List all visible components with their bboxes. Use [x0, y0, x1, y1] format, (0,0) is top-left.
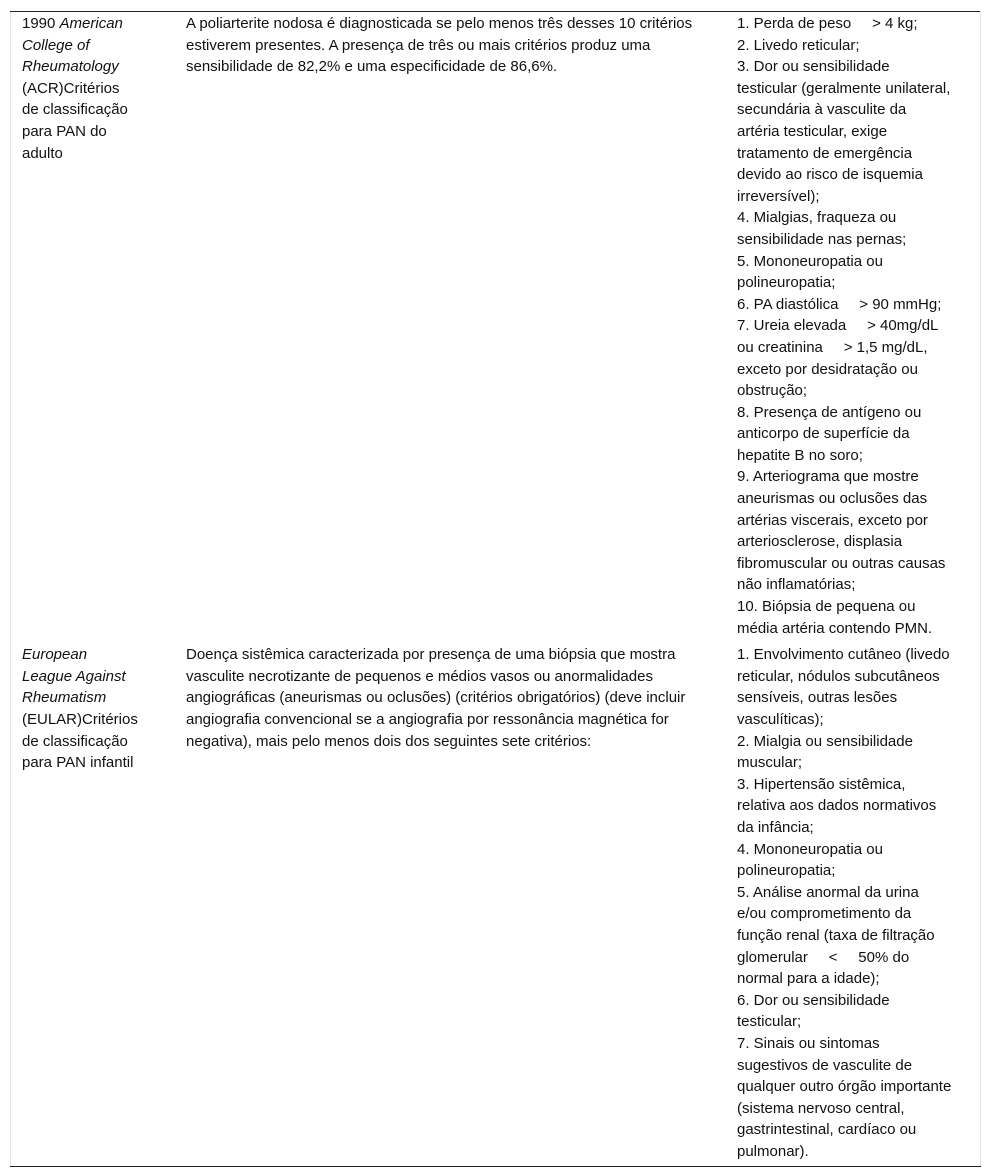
table-row-eular: [11, 643, 981, 1167]
criteria-desc: (ACR)Critérios de classificação para PAN do adulto: [22, 79, 128, 162]
list-item: 1. Envolvimento cutâneo (livedo reticular, nódulos subcutâneos sensíveis, outras lesões vasculíticas);: [737, 646, 950, 728]
list-item: 1. Perda de peso > 4 kg;: [737, 15, 918, 32]
criteria-desc: (EULAR)Critérios de classificação para PAN infantil: [22, 711, 138, 772]
list-item: 8. Presença de antígeno ou anticorpo de superfície da hepatite B no soro;: [737, 403, 922, 464]
list-item: 2. Mialgia ou sensibilidade muscular;: [737, 732, 913, 772]
list-item: 4. Mialgias, fraqueza ou sensibilidade nas pernas;: [737, 209, 907, 248]
criteria-table: [10, 11, 981, 1167]
list-item: 4. Mononeuropatia ou polineuropatia;: [737, 840, 883, 880]
list-item: 6. Dor ou sensibilidade testicular;: [737, 991, 890, 1031]
criteria-name-cell: [11, 643, 187, 1167]
list-item: 3. Hipertensão sistêmica, relativa aos dados normativos da infância;: [737, 775, 937, 836]
list-item: 2. Livedo reticular;: [737, 36, 860, 54]
criteria-list-cell: [737, 643, 981, 1167]
list-item: 5. Análise anormal da urina e/ou comprometimento da função renal (taxa de filtração glomerular < 50% do normal para a idade);: [737, 883, 935, 988]
list-item: 7. Ureia elevada > 40mg/dL ou creatinina > 1,5 mg/dL, exceto por desidratação ou obstrução;: [737, 317, 939, 400]
description-cell: A poliarterite nodosa é diagnosticada se pelo menos três desses 10 critérios estiverem presentes. A presença de três ou mais critérios produz uma sensibilidade de 82,2% e uma especificidade de 86,6%.: [186, 15, 693, 76]
list-item: 10. Biópsia de pequena ou média artéria contendo PMN.: [737, 598, 933, 637]
criteria-org: European League Against Rheumatism: [22, 646, 126, 707]
criteria-year: 1990: [22, 15, 60, 32]
list-item: 5. Mononeuropatia ou polineuropatia;: [737, 252, 883, 292]
description-cell: Doença sistêmica caracterizada por presença de uma biópsia que mostra vasculite necrotizante de pequenos e médios vasos ou anormalidades angiográficas (aneurismas ou oclusões) (critérios obrigatórios) (deve incluir angiografia convencional se a angiografia por ressonância magnética for negativa), mais pelo menos dois dos seguintes sete critérios:: [186, 646, 686, 750]
list-item: 6. PA diastólica > 90 mmHg;: [737, 295, 942, 313]
criteria-list-cell: [737, 12, 981, 644]
criteria-name-cell: [11, 12, 187, 644]
list-item: 7. Sinais ou sintomas sugestivos de vasculite de qualquer outro órgão importante (sistema nervoso central, gastrintestinal, cardíaco ou pulmonar).: [737, 1034, 952, 1160]
list-item: 9. Arteriograma que mostre aneurismas ou oclusões das artérias viscerais, exceto por arteriosclerose, displasia fibromuscular ou outras causas não inflamatórias;: [737, 468, 946, 594]
list-item: 3. Dor ou sensibilidade testicular (geralmente unilateral, secundária à vasculite da artéria testicular, exige tratamento de emergência devido ao risco de isquemia irreversível);: [737, 58, 951, 205]
table-row-acr: [11, 12, 981, 644]
criteria-org: American College of Rheumatology: [22, 15, 123, 76]
